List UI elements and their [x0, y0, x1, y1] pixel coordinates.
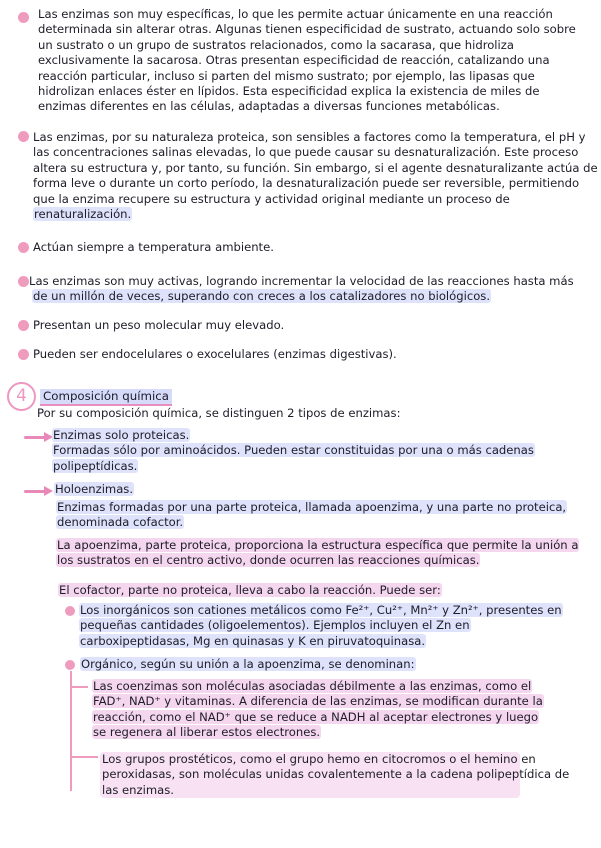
bullet-dot — [65, 660, 75, 670]
holo-def-line: denominada cofactor. — [57, 515, 184, 530]
prost-line: peroxidasas, son moléculas unidas covalentemente a la cadena polipeptídica de — [102, 767, 570, 782]
bullet-dot — [65, 606, 75, 616]
cofactor-intro: El cofactor, parte no proteica, lleva a cabo la reacción. Puede ser: — [59, 583, 441, 597]
simple-enzymes-title: Enzimas solo proteicas. — [53, 428, 190, 442]
simple-enzymes-line: polipeptídicas. — [53, 458, 138, 473]
bullet-dot — [18, 320, 29, 331]
p1-line: determinada sin alterar otras. Algunas tienen especificidad de sustrato, actuando solo sobre — [38, 22, 576, 37]
p2-line: Las enzimas, por su naturaleza proteica, son sensibles a factores como la temperatura, el pH y — [33, 130, 586, 144]
p1-line: Las enzimas son muy específicas, lo que les permite actuar únicamente en una reacción — [38, 7, 553, 21]
molecular-weight-line: Presentan un peso molecular muy elevado. — [33, 318, 285, 332]
coenz-line: Las coenzimas son moléculas asociadas débilmente a las enzimas, como el — [93, 679, 532, 693]
simple-enzymes-line: Formadas sólo por aminoácidos. Pueden estar constituidas por una o más cadenas — [53, 443, 534, 458]
inorg-line: Los inorgánicos son cationes metálicos como Fe²⁺, Cu²⁺, Mn²⁺ y Zn²⁺, presentes en — [80, 603, 562, 617]
tree-connector-horizontal — [70, 756, 98, 758]
temperature-line: Actúan siempre a temperatura ambiente. — [33, 240, 274, 254]
p2-line: altera su estructura y, por tanto, su función. Sin embargo, si el agente desnaturalizante actúa de — [33, 160, 598, 175]
p1-line: un sustrato o un grupo de sustratos relacionados, como la sacarasa, que hidroliza — [38, 37, 514, 52]
inorg-line: pequeñas cantidades (oligoelementos). Ejemplos incluyen el Zn en — [80, 618, 470, 633]
location-line: Pueden ser endocelulares o exocelulares (enzimas digestivas). — [33, 347, 397, 361]
coenz-line: se regenera al liberar estos electrones. — [93, 725, 321, 740]
holoenzyme-title: Holoenzimas. — [55, 482, 134, 496]
tree-connector-vertical — [70, 671, 72, 791]
prost-line: Los grupos prostéticos, como el grupo hemo en citocromos o el hemino en — [102, 752, 536, 766]
holo-def-line: Enzimas formadas por una parte proteica, llamada apoenzima, y una parte no proteica, — [57, 500, 567, 514]
simple-enzymes-block — [52, 428, 535, 474]
arrow-icon — [24, 490, 46, 493]
p4-line: Las enzimas son muy activas, logrando incrementar la velocidad de las reacciones hasta más — [29, 274, 574, 288]
bullet-dot — [18, 12, 29, 23]
holoenzyme-definition — [56, 500, 567, 531]
tree-connector-horizontal — [70, 686, 88, 688]
section-title: Composición química — [40, 389, 172, 406]
inorg-line: carboxipeptidasas, Mg en quinasas y K en piruvatoquinasa. — [80, 633, 426, 648]
p2-line: forma leve o durante un corto período, la desnaturalización puede ser reversible, permitiendo — [33, 176, 580, 191]
apoenzyme-paragraph — [56, 538, 579, 569]
bullet-dot — [18, 276, 29, 287]
p2-line: las concentraciones salinas elevadas, lo que puede causar su desnaturalización. Este proceso — [33, 145, 579, 160]
denaturation-paragraph — [33, 130, 598, 222]
p4-line: de un millón de veces, superando con creces a los catalizadores no biológicos. — [33, 289, 491, 304]
prost-line: las enzimas. — [102, 782, 174, 797]
bullet-dot — [18, 349, 29, 360]
specificity-paragraph — [38, 7, 576, 115]
organic-cofactor-line: Orgánico, según su unión a la apoenzima, se denominan: — [81, 657, 415, 671]
prosthetic-groups-paragraph — [102, 752, 569, 798]
p1-line: enzimas diferentes en las células, adaptadas a diversas funciones metabólicas. — [38, 99, 500, 114]
p2-line: renaturalización. — [34, 207, 132, 222]
section-intro: Por su composición química, se distinguen 2 tipos de enzimas: — [37, 406, 401, 420]
p1-line: exclusivamente la sacarosa. Otras presentan especificidad de reacción, catalizando una — [38, 53, 550, 68]
apo-line: los sustratos en el centro activo, donde ocurren las reacciones químicas. — [57, 553, 480, 568]
section-number-circle: 4 — [7, 382, 36, 411]
coenzymes-paragraph — [92, 679, 544, 741]
bullet-dot — [18, 242, 29, 253]
p2-line: que la enzima recupere su estructura y actividad original mediante un proceso de — [33, 191, 510, 206]
bullet-dot — [18, 131, 29, 142]
coenz-line: FAD⁺, NAD⁺ y vitaminas. A diferencia de las enzimas, se modifican durante la — [93, 694, 543, 709]
activity-paragraph — [29, 274, 574, 305]
p1-line: hidrolizan enlaces éster en lípidos. Esta especificidad explica la existencia de miles de — [38, 84, 540, 99]
coenz-line: reacción, como el NAD⁺ que se reduce a NADH al aceptar electrones y luego — [93, 709, 539, 724]
p1-line: reacción particular, incluso si parten del mismo sustrato; por ejemplo, las lipasas que — [38, 68, 535, 83]
arrow-icon — [24, 436, 46, 439]
inorganic-cofactor-paragraph — [79, 603, 563, 649]
apo-line: La apoenzima, parte proteica, proporciona la estructura específica que permite la unión a — [57, 538, 579, 552]
